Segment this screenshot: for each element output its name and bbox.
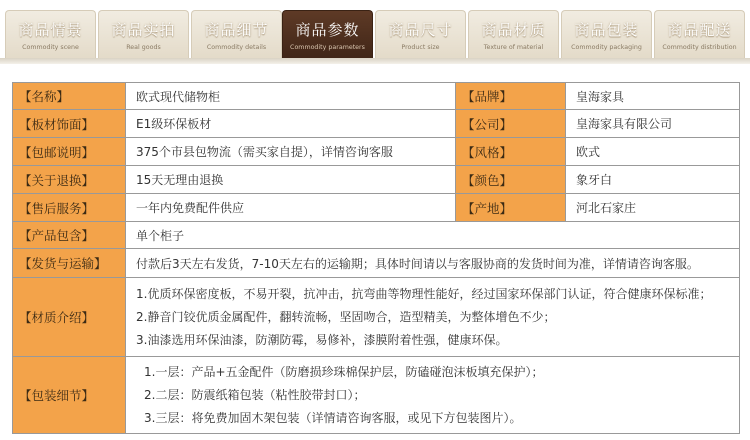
param-value: 河北石家庄: [566, 194, 740, 221]
param-value: 皇海家具: [566, 83, 740, 109]
tab-label: 商品实拍: [111, 21, 176, 39]
tab-sublabel: Real goods: [126, 43, 161, 51]
tab-scene[interactable]: [5, 10, 96, 60]
tab-sublabel: Commodity scene: [22, 43, 79, 51]
tab-label: 商品情景: [18, 21, 83, 39]
param-value-list: [126, 357, 740, 433]
param-label: 【名称】: [13, 83, 126, 109]
param-label: 【品牌】: [456, 83, 566, 109]
tab-label: 商品细节: [204, 21, 269, 39]
param-value: 欧式: [566, 138, 740, 165]
param-value: 375个市县包物流（需买家自提），详情咨询客服: [126, 138, 456, 165]
tab-sublabel: Texture of material: [483, 43, 544, 51]
parameters-table: [12, 82, 740, 434]
param-value: 15天无理由退换: [126, 166, 456, 193]
param-value: 一年内免费配件供应: [126, 194, 456, 221]
param-value: E1级环保板材: [126, 110, 456, 137]
tab-packaging[interactable]: [561, 10, 652, 60]
table-row: [13, 83, 740, 110]
param-label: 【售后服务】: [13, 194, 126, 221]
list-item: 2.二层：防震纸箱包装（粘性胶带封口）；: [144, 387, 366, 402]
tab-label: 商品配送: [667, 21, 732, 39]
table-row: [13, 222, 740, 249]
tab-sublabel: Commodity packaging: [571, 43, 642, 51]
tab-bar-divider: [0, 58, 750, 64]
param-value: 皇海家具有限公司: [566, 110, 740, 137]
tab-label: 商品材质: [481, 21, 546, 39]
tab-sublabel: Product size: [401, 43, 440, 51]
tab-bar: [0, 0, 750, 64]
tab-sublabel: Commodity details: [206, 43, 267, 51]
param-label: 【板材饰面】: [13, 110, 126, 137]
tab-sublabel: Commodity parameters: [290, 43, 365, 51]
param-label: 【产地】: [456, 194, 566, 221]
tab-distribution[interactable]: [654, 10, 745, 60]
param-label: 【材质介绍】: [13, 278, 126, 356]
list-item: 3.三层：将免费加固木架包装（详情请咨询客服，或见下方包装图片）。: [144, 410, 522, 425]
param-value: 欧式现代储物柜: [126, 83, 456, 109]
param-value-list: [126, 278, 740, 356]
param-label: 【产品包含】: [13, 222, 126, 248]
table-row: [13, 166, 740, 194]
table-row: [13, 194, 740, 222]
list-item: 2.静音门铰优质金属配件，翻转流畅，坚固吻合，造型精美，为整体增色不少；: [136, 309, 556, 324]
tab-details[interactable]: [191, 10, 282, 60]
table-row: [13, 357, 740, 434]
param-label: 【发货与运输】: [13, 249, 126, 277]
tab-label: 商品尺寸: [388, 21, 453, 39]
param-label: 【颜色】: [456, 166, 566, 193]
param-label: 【关于退换】: [13, 166, 126, 193]
table-row: [13, 110, 740, 138]
tab-size[interactable]: [375, 10, 466, 60]
tab-real-goods[interactable]: [98, 10, 189, 60]
param-label: 【公司】: [456, 110, 566, 137]
table-row: [13, 138, 740, 166]
list-item: 1.优质环保密度板，不易开裂，抗冲击，抗弯曲等物理性能好，经过国家环保部门认证，符合健康环保标准；: [136, 286, 712, 301]
param-label: 【风格】: [456, 138, 566, 165]
list-item: 1.一层：产品+五金配件（防磨损珍珠棉保护层，防磕碰泡沫板填充保护）；: [144, 364, 544, 379]
tab-sublabel: Commodity distribution: [662, 43, 737, 51]
table-row: [13, 249, 740, 278]
param-label: 【包邮说明】: [13, 138, 126, 165]
table-row: [13, 278, 740, 357]
tab-parameters[interactable]: [282, 10, 373, 62]
tab-material[interactable]: [468, 10, 559, 60]
tab-label: 商品包装: [574, 21, 639, 39]
param-value: 象牙白: [566, 166, 740, 193]
param-label: 【包装细节】: [13, 357, 126, 433]
param-value: 单个柜子: [126, 222, 740, 248]
param-value: 付款后3天左右发货，7-10天左右的运输期；具体时间请以与客服协商的发货时间为准，详情请咨询客服。: [126, 249, 740, 277]
list-item: 3.油漆选用环保油漆，防潮防霉，易修补，漆膜附着性强，健康环保。: [136, 332, 508, 347]
tab-label: 商品参数: [295, 21, 360, 39]
